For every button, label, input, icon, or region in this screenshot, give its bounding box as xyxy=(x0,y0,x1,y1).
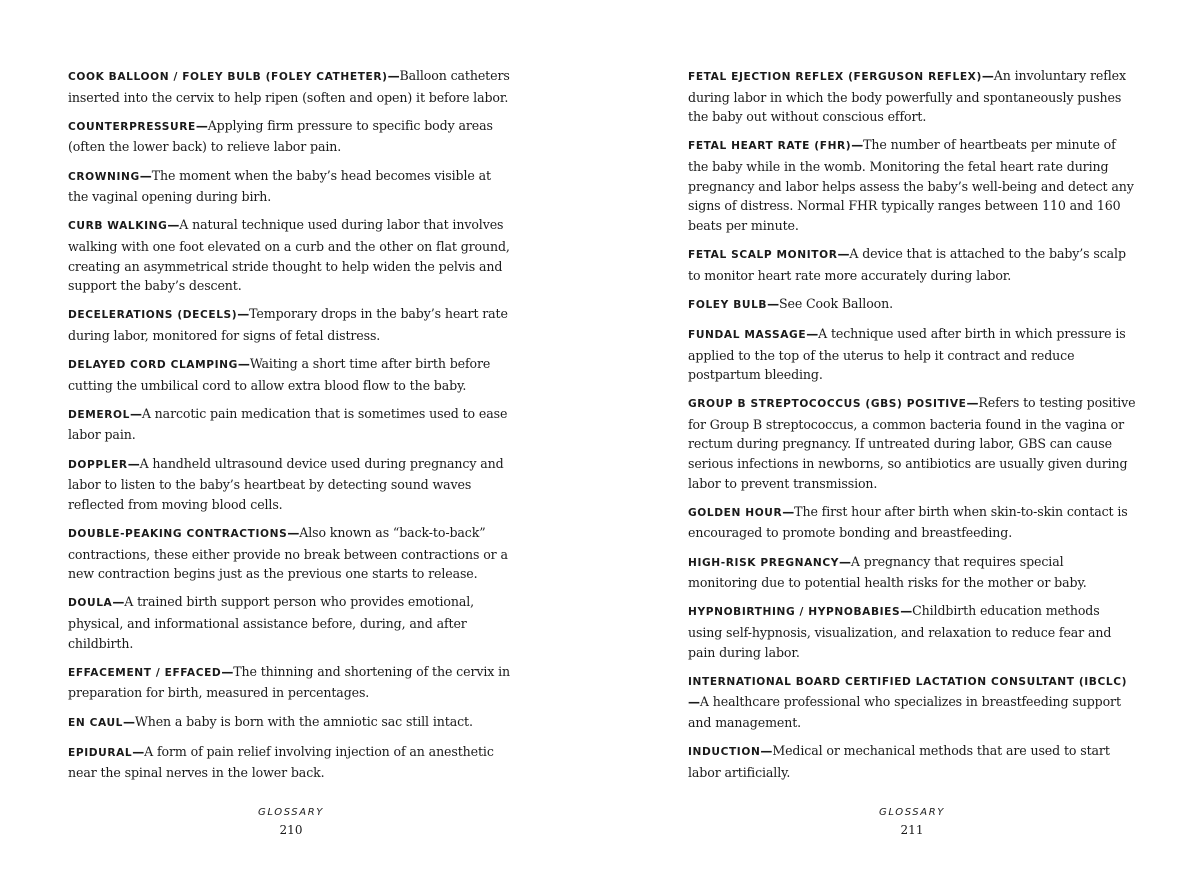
em-dash-separator: — xyxy=(167,218,180,233)
glossary-entry xyxy=(68,66,514,107)
em-dash-separator: — xyxy=(132,744,145,759)
glossary-definition: The number of heartbeats per minute of the baby while in the womb. Monitoring the fetal heart rate during pregnancy and labor helps assess the baby’s well-being and detect any signs of distress. Normal FHR typically ranges between 110 and 160 beats per minute. xyxy=(688,137,1134,233)
glossary-term: FETAL EJECTION REFLEX (FERGUSON REFLEX) xyxy=(688,71,982,83)
em-dash-separator: — xyxy=(806,326,819,341)
em-dash-separator: — xyxy=(966,396,979,411)
glossary-definition: Also known as “back-to-back” contractions, these either provide no break between contractions or a new contraction begins just as the previous one starts to release. xyxy=(68,525,508,582)
glossary-term: DECELERATIONS (DECELS) xyxy=(68,309,238,322)
em-dash-separator: — xyxy=(839,554,851,569)
glossary-entry xyxy=(688,671,1136,733)
glossary-definition: Temporary drops in the baby’s heart rate during labor, monitored for signs of fetal distress. xyxy=(68,306,508,343)
glossary-definition: Applying firm pressure to specific body areas (often the lower back) to relieve labor pain. xyxy=(68,117,493,155)
right-page xyxy=(688,0,1136,873)
page-footer-left xyxy=(68,805,514,839)
glossary-term: DOULA xyxy=(68,597,113,610)
glossary-term: EN CAUL xyxy=(68,716,123,729)
glossary-entry xyxy=(688,393,1136,493)
glossary-entry xyxy=(688,552,1136,593)
glossary-entry xyxy=(688,294,1136,316)
glossary-entry xyxy=(68,662,514,703)
glossary-definition: Refers to testing positive for Group B streptococcus, a common bacteria found in the vagina or rectum during pregnancy. If untreated during labor, GBS can cause serious infections in newborns, so antibiotics are usually given during labor to prevent transmission. xyxy=(688,395,1136,491)
em-dash-separator: — xyxy=(981,69,994,83)
em-dash-separator: — xyxy=(851,138,864,153)
glossary-definition: The first hour after birth when skin-to-skin contact is encouraged to promote bonding and breastfeeding. xyxy=(688,503,1128,541)
em-dash-separator: — xyxy=(237,357,250,372)
glossary-entry xyxy=(68,404,514,445)
glossary-term: HYPNOBIRTHING / HYPNOBABIES xyxy=(688,606,901,619)
glossary-term: CROWNING xyxy=(68,170,140,183)
glossary-definition: A handheld ultrasound device used during pregnancy and labor to listen to the baby’s heartbeat by detecting sound waves reflected from moving blood cells. xyxy=(68,455,504,512)
glossary-term: FUNDAL MASSAGE xyxy=(688,328,807,341)
glossary-definition: Childbirth education methods using self-hypnosis, visualization, and relaxation to reduce fear and pain during labor. xyxy=(688,603,1112,660)
glossary-entry xyxy=(688,601,1136,662)
glossary-term: COUNTERPRESSURE xyxy=(68,120,196,133)
glossary-entries-left xyxy=(68,66,514,792)
em-dash-separator: — xyxy=(900,604,913,619)
glossary-definition: The thinning and shortening of the cervix in preparation for birth, measured in percentages. xyxy=(68,663,511,701)
glossary-definition: When a baby is born with the amniotic sac still intact. xyxy=(134,713,473,729)
glossary-entry xyxy=(68,304,514,345)
running-footer-title: GLOSSARY xyxy=(258,807,324,818)
glossary-term: COOK BALLOON / FOLEY BULB (FOLEY CATHETER) xyxy=(68,71,388,83)
glossary-entry xyxy=(68,166,514,207)
glossary-entry xyxy=(688,244,1136,285)
em-dash-separator: — xyxy=(195,118,208,133)
glossary-entry xyxy=(688,135,1136,235)
em-dash-separator: — xyxy=(123,714,135,729)
em-dash-separator: — xyxy=(237,307,250,322)
em-dash-separator: — xyxy=(387,69,400,83)
em-dash-separator: — xyxy=(760,744,773,759)
glossary-entry xyxy=(688,502,1136,543)
glossary-term: GROUP B STREPTOCOCCUS (GBS) POSITIVE xyxy=(688,398,967,411)
glossary-term: DELAYED CORD CLAMPING xyxy=(68,359,238,372)
glossary-definition: A healthcare professional who specializes in breastfeeding support and management. xyxy=(688,694,1121,730)
glossary-term: FETAL HEART RATE (FHR) xyxy=(688,140,852,153)
glossary-definition: A narcotic pain medication that is sometimes used to ease labor pain. xyxy=(68,405,508,443)
glossary-term: FOLEY BULB xyxy=(688,298,768,311)
glossary-definition: A natural technique used during labor that involves walking with one foot elevated on a curb and the other on flat ground, creating an asymmetrical stride thought to help widen the pelvis and support the baby’s descent. xyxy=(68,217,510,294)
glossary-term: INTERNATIONAL BOARD CERTIFIED LACTATION CONSULTANT (IBCLC) xyxy=(688,675,1128,688)
glossary-term: FETAL SCALP MONITOR xyxy=(688,248,838,261)
em-dash-separator: — xyxy=(112,595,125,610)
glossary-term: EPIDURAL xyxy=(68,746,133,759)
glossary-definition: A technique used after birth in which pressure is applied to the top of the uterus to help it contract and reduce postpartum bleeding. xyxy=(688,325,1126,383)
glossary-term: DOUBLE-PEAKING CONTRACTIONS xyxy=(68,528,288,541)
glossary-term: GOLDEN HOUR xyxy=(688,506,783,519)
glossary-term: DOPPLER xyxy=(68,458,128,471)
glossary-entry xyxy=(68,712,514,734)
glossary-entry xyxy=(68,523,514,584)
glossary-term: INDUCTION xyxy=(688,746,761,759)
glossary-definition: Waiting a short time after birth before cutting the umbilical cord to allow extra blood flow to the baby. xyxy=(68,356,491,393)
page-footer-right xyxy=(688,805,1136,839)
em-dash-separator: — xyxy=(287,526,300,541)
glossary-definition: The moment when the baby’s head becomes visible at the vaginal opening during birh. xyxy=(68,167,491,205)
page-number: 210 xyxy=(279,823,303,837)
glossary-entry xyxy=(68,742,514,783)
glossary-entry xyxy=(68,454,514,515)
glossary-definition: See Cook Balloon. xyxy=(778,295,894,311)
running-footer-title: GLOSSARY xyxy=(879,807,945,818)
em-dash-separator: — xyxy=(837,246,850,261)
glossary-entry xyxy=(68,354,514,395)
em-dash-separator: — xyxy=(688,695,700,710)
glossary-entry xyxy=(688,741,1136,782)
glossary-definition: A pregnancy that requires special monitoring due to potential health risks for the mother or baby. xyxy=(688,553,1087,591)
page-number: 211 xyxy=(900,823,924,837)
glossary-definition: An involuntary reflex during labor in which the body powerfully and spontaneously pushes the baby out without conscious effort. xyxy=(688,68,1126,125)
glossary-definition: A device that is attached to the baby’s scalp to monitor heart rate more accurately during labor. xyxy=(688,245,1126,283)
glossary-entry xyxy=(688,324,1136,385)
glossary-definition: A trained birth support person who provides emotional, physical, and informational assistance before, during, and after childbirth. xyxy=(68,594,475,651)
left-page xyxy=(68,0,514,873)
em-dash-separator: — xyxy=(221,664,234,679)
em-dash-separator: — xyxy=(139,168,152,183)
em-dash-separator: — xyxy=(767,296,779,311)
glossary-term: DEMEROL xyxy=(68,408,130,421)
glossary-definition: Balloon catheters inserted into the cervix to help ripen (soften and open) it before labor. xyxy=(68,68,510,105)
glossary-term: EFFACEMENT / EFFACED xyxy=(68,666,222,679)
glossary-entry xyxy=(68,116,514,157)
glossary-definition: Medical or mechanical methods that are used to start labor artificially. xyxy=(688,743,1110,780)
glossary-entry xyxy=(68,592,514,653)
glossary-entry xyxy=(688,66,1136,127)
em-dash-separator: — xyxy=(127,456,140,471)
glossary-definition: A form of pain relief involving injection of an anesthetic near the spinal nerves in the lower back. xyxy=(68,743,494,781)
em-dash-separator: — xyxy=(782,504,795,519)
glossary-term: HIGH-RISK PREGNANCY xyxy=(688,556,840,569)
glossary-entry xyxy=(68,215,514,295)
glossary-entries-right xyxy=(688,66,1136,791)
glossary-term: CURB WALKING xyxy=(68,220,168,233)
em-dash-separator: — xyxy=(129,406,142,421)
